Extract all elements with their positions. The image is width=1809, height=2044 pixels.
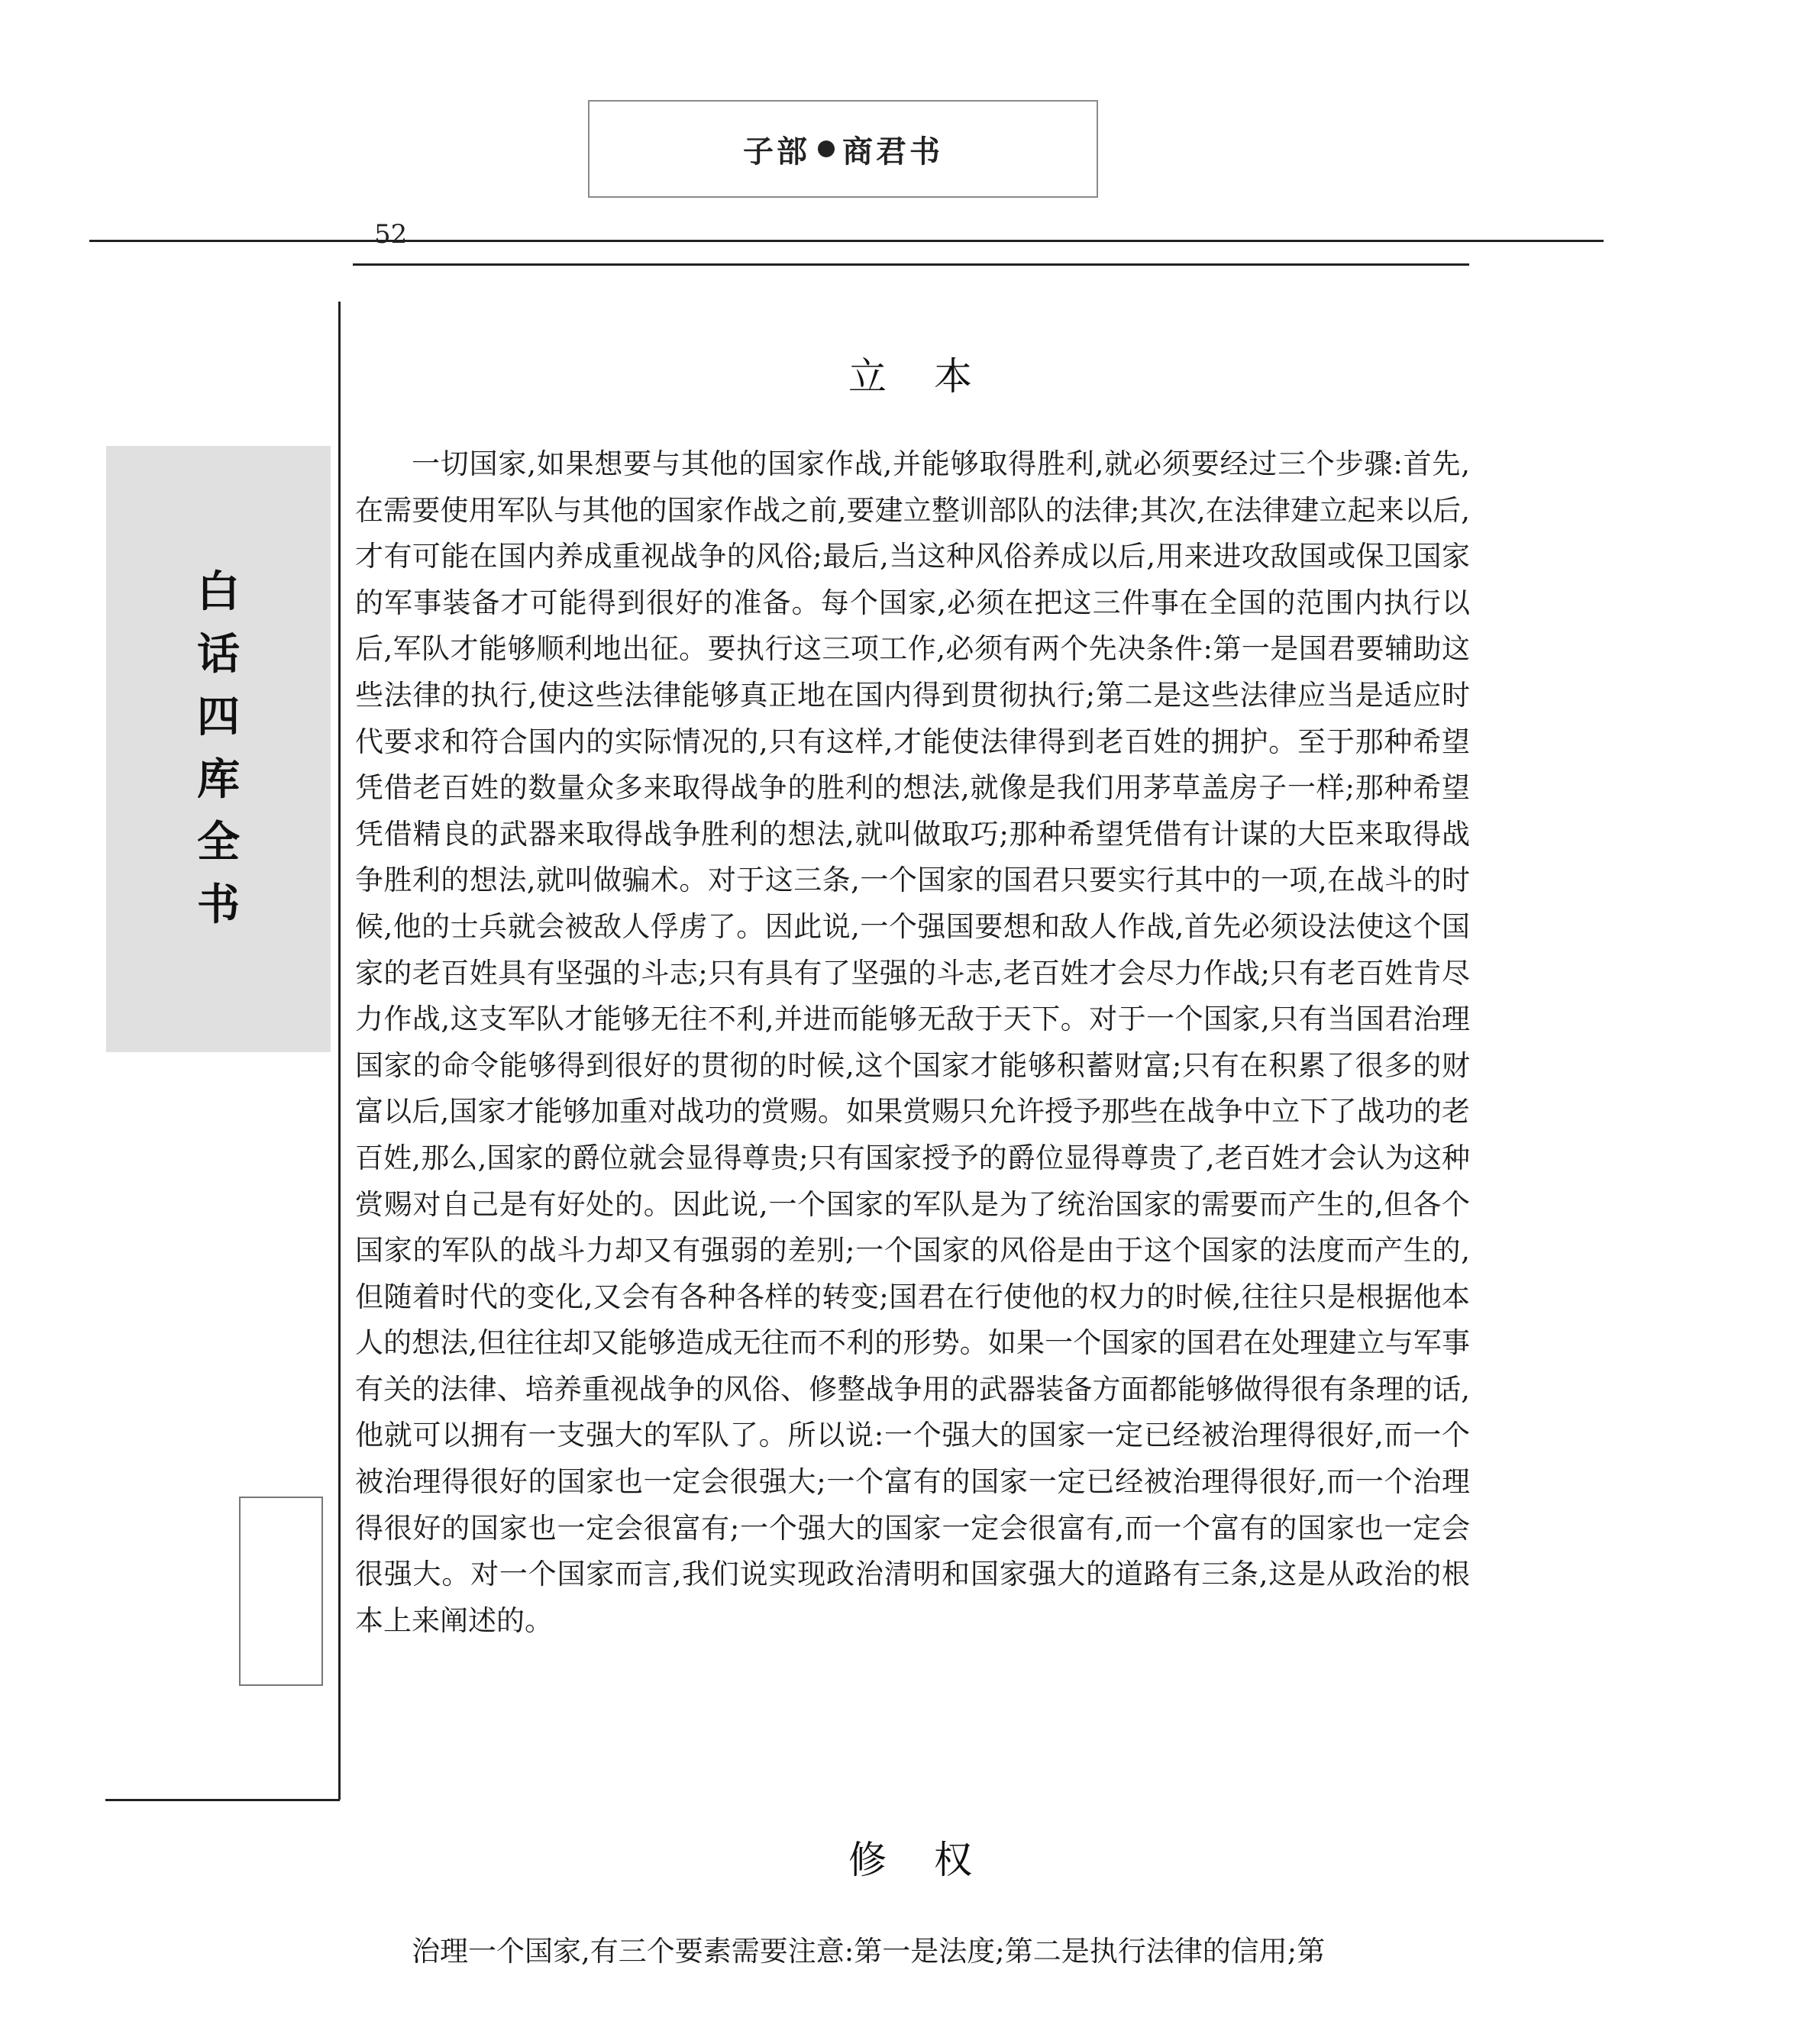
bullet-dot-icon [818,140,835,157]
side-title-char: 四 [197,693,240,742]
section-title-xiuquan: 修 权 [848,1838,974,1882]
section-title-liben: 立 本 [848,354,974,399]
page-number: 52 [374,219,408,250]
top-rule [89,240,1604,242]
header-category: 子部 [743,134,810,170]
side-empty-box [239,1497,323,1686]
side-title-char: 白 [197,567,240,617]
running-header [588,100,1098,198]
section-body-liben: 一切国家,如果想要与其他的国家作战,并能够取得胜利,就必须要经过三个步骤:首先,在需要使用军队与其他的国家作战之前,要建立整训部队的法律;其次,在法律建立起来以后,才有可能在国内养成重视战争的风俗;最后,当这种风俗养成以后,用来进攻敌国或保卫国家的军事装备才可能得到很好的准备。每个国家,必须在把这三件事在全国的范围内执行以后,军队才能够顺利地出征。要执行这三项工作,必须有两个先决条件:第一是国君要辅助这些法律的执行,使这些法律能够真正地在国内得到贯彻执行;第二是这些法律应当是适应时代要求和符合国内的实际情况的,只有这样,才能使法律得到老百姓的拥护。至于那种希望凭借老百姓的数量众多来取得战争的胜利的想法,就像是我们用茅草盖房子一样;那种希望凭借精良的武器来取得战争胜利的想法,就叫做取巧;那种希望凭借有计谋的大臣来取得战争胜利的想法,就叫做骗术。对于这三条,一个国家的国君只要实行其中的一项,在战斗的时候,他的士兵就会被敌人俘虏了。因此说,一个强国要想和敌人作战,首先必须设法使这个国家的老百姓具有坚强的斗志;只有具有了坚强的斗志,老百姓才会尽力作战;只有老百姓肯尽力作战,这支军队才能够无往不利,并进而能够无敌于天下。对于一个国家,只有当国君治理国家的命令能够得到很好的贯彻的时候,这个国家才能够积蓄财富;只有在积累了很多的财富以后,国家才能够加重对战功的赏赐。如果赏赐只允许授予那些在战争中立下了战功的老百姓,那么,国家的爵位就会显得尊贵;只有国家授予的爵位显得尊贵了,老百姓才会认为这种赏赐对自己是有好处的。因此说,一个国家的军队是为了统治国家的需要而产生的,但各个国家的军队的战斗力却又有强弱的差别;一个国家的风俗是由于这个国家的法度而产生的,但随着时代的变化,又会有各种各样的转变;国君在行使他的权力的时候,往往只是根据他本人的想法,但往往却又能够造成无往而不利的形势。如果一个国家的国君在处理建立与军事有关的法律、培养重视战争的风俗、修整战争用的武器装备方面都能够做得很有条理的话,他就可以拥有一支强大的军队了。所以说:一个强大的国家一定已经被治理得很好,而一个被治理得很好的国家也一定会很强大;一个富有的国家一定已经被治理得很好,而一个治理得很好的国家也一定会很富有;一个强大的国家一定会很富有,而一个富有的国家也一定会很强大。对一个国家而言,我们说实现政治清明和国家强大的道路有三条,这是从政治的根本上来阐述的。 [355,447,1471,1637]
second-rule [353,263,1469,266]
section-body-xiuquan: 治理一个国家,有三个要素需要注意:第一是法度;第二是执行法律的信用;第 [412,1935,1326,1968]
header-book-title: 商君书 [842,134,943,170]
side-title-char: 书 [197,880,240,930]
side-title-char: 库 [197,755,240,805]
margin-bottom-rule [105,1799,340,1801]
side-title-char: 话 [197,630,240,680]
margin-vertical-rule [338,302,341,1800]
side-series-title [106,561,331,937]
side-title-char: 全 [197,818,240,867]
